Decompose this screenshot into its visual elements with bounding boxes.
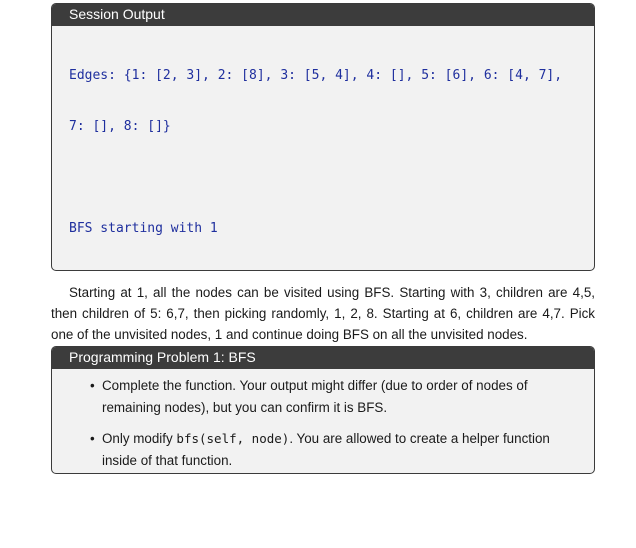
- session-output-box: [51, 3, 595, 271]
- programming-problem-box: [51, 346, 595, 474]
- instruction-text: Complete the function. Your output might differ (due to order of nodes of remaining nodes), but you can confirm it is BFS.: [102, 378, 528, 415]
- session-output-title: Session Output: [52, 4, 594, 26]
- bullet-icon: •: [90, 431, 95, 446]
- list-item: [90, 428, 580, 472]
- explanation-paragraph: Starting at 1, all the nodes can be visited using BFS. Starting with 3, children are 4,5, then children of 5: 6,7, then picking randomly, 1, 2, 8. Starting at 6, children are 4,7. Pick one of the unvisited nodes, 1 and continue doing BFS on all the unvisited nodes.: [51, 285, 595, 342]
- function-signature-code: bfs(self, node): [176, 431, 290, 446]
- programming-problem-title: Programming Problem 1: BFS: [52, 347, 594, 369]
- edges-line-1: Edges: {1: [2, 3], 2: [8], 3: [5, 4], 4: [], 5: [6], 6: [4, 7],: [69, 68, 563, 83]
- list-item: [90, 375, 580, 419]
- instruction-suffix: . You are allowed to create a helper function inside of that function.: [102, 431, 550, 468]
- bfs-run-label-1: BFS starting with 1: [69, 221, 218, 236]
- bfs-run-result-1: [69, 269, 594, 271]
- problem-instructions-list: [52, 369, 594, 472]
- bullet-icon: •: [90, 378, 95, 393]
- session-output-code: [52, 26, 594, 271]
- edges-line-2: 7: [], 8: []}: [69, 119, 171, 134]
- instruction-prefix: Only modify: [102, 431, 177, 446]
